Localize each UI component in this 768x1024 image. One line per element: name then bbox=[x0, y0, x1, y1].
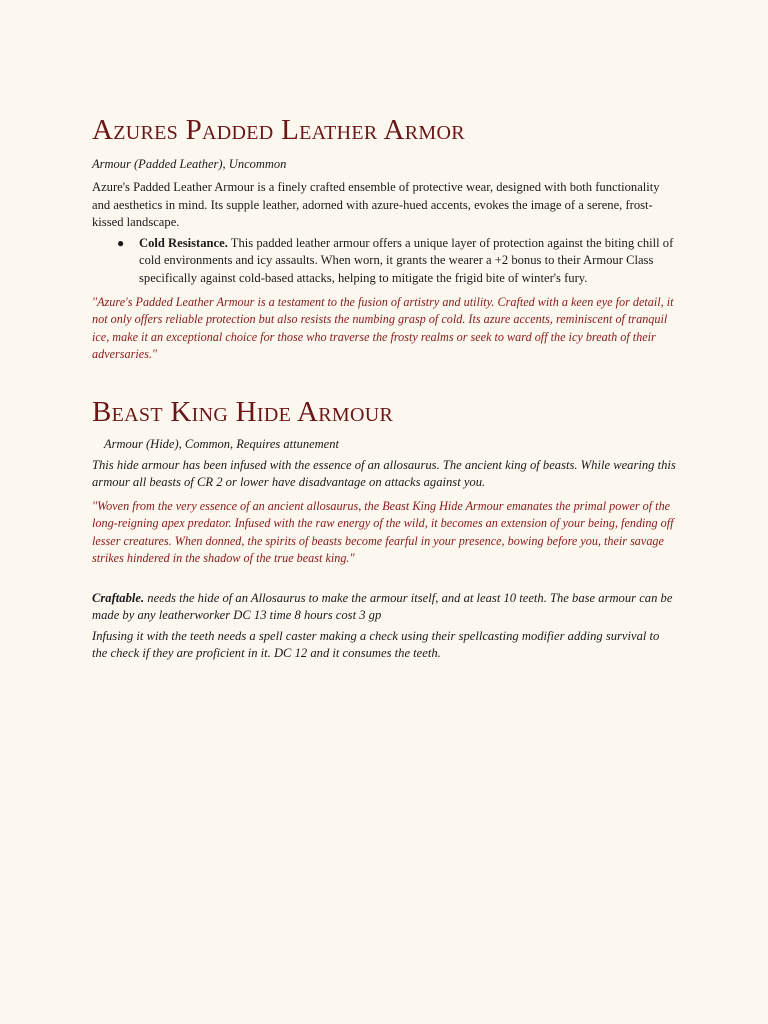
item-subtitle: Armour (Hide), Common, Requires attunement bbox=[104, 436, 339, 451]
property-list bbox=[92, 235, 676, 288]
document-page bbox=[92, 112, 676, 663]
item-azures-padded-leather bbox=[92, 112, 676, 364]
craft-heading: Craftable. bbox=[92, 590, 145, 605]
craft-paragraph bbox=[92, 590, 676, 625]
item-flavor-quote: "Woven from the very essence of an ancient allosaurus, the Beast King Hide Armour emanates the primal power of the long-reigning apex predator. Infused with the raw energy of the wild, it becomes an extension of your being, fending off lesser creatures. When donned, the spirits of beasts become fearful in your presence, bowing before you, their savage strikes hindered in the shadow of the true beast king." bbox=[92, 498, 674, 566]
craft-text: needs the hide of an Allosaurus to make the armour itself, and at least 10 teeth. The base armour can be made by any leatherworker DC 13 time 8 hours cost 3 gp bbox=[92, 590, 673, 623]
item-description: This hide armour has been infused with the essence of an allosaurus. The ancient king of beasts. While wearing this armour all beasts of CR 2 or lower have disadvantage on attacks against you. bbox=[92, 457, 676, 490]
item-description: Azure's Padded Leather Armour is a finely crafted ensemble of protective wear, designed with both functionality and aesthetics in mind. Its supple leather, adorned with azure-hued accents, evokes the image of a serene, frost-kissed landscape. bbox=[92, 180, 660, 229]
item-title: Beast King Hide Armour bbox=[92, 395, 394, 428]
infuse-paragraph: Infusing it with the teeth needs a spell caster making a check using their spellcasting modifier adding survival to the check if they are proficient in it. DC 12 and it consumes the teeth. bbox=[92, 628, 660, 661]
property-text: This padded leather armour offers a unique layer of protection against the biting chill of cold environments and icy assaults. When worn, it grants the wearer a +2 bonus to their Armour Class specifically against cold-based attacks, helping to mitigate the frigid bite of winter's fury. bbox=[139, 235, 674, 286]
section-divider-space bbox=[92, 364, 676, 394]
property-heading: Cold Resistance. bbox=[139, 235, 228, 250]
item-subtitle: Armour (Padded Leather), Uncommon bbox=[92, 157, 287, 171]
property-cold-resistance bbox=[117, 235, 676, 288]
item-beast-king-hide bbox=[92, 394, 676, 663]
item-title: Azures Padded Leather Armor bbox=[92, 114, 465, 146]
item-flavor-quote: "Azure's Padded Leather Armour is a testament to the fusion of artistry and utility. Crafted with a keen eye for detail, it not only offers reliable protection but also resists the numbing grasp of cold. Its azure accents, reminiscent of tranquil ice, make it an exceptional choice for those who traverse the frosty realms or seek to ward off the icy breath of their adversaries." bbox=[92, 294, 674, 362]
bullet-icon: ● bbox=[117, 235, 125, 250]
